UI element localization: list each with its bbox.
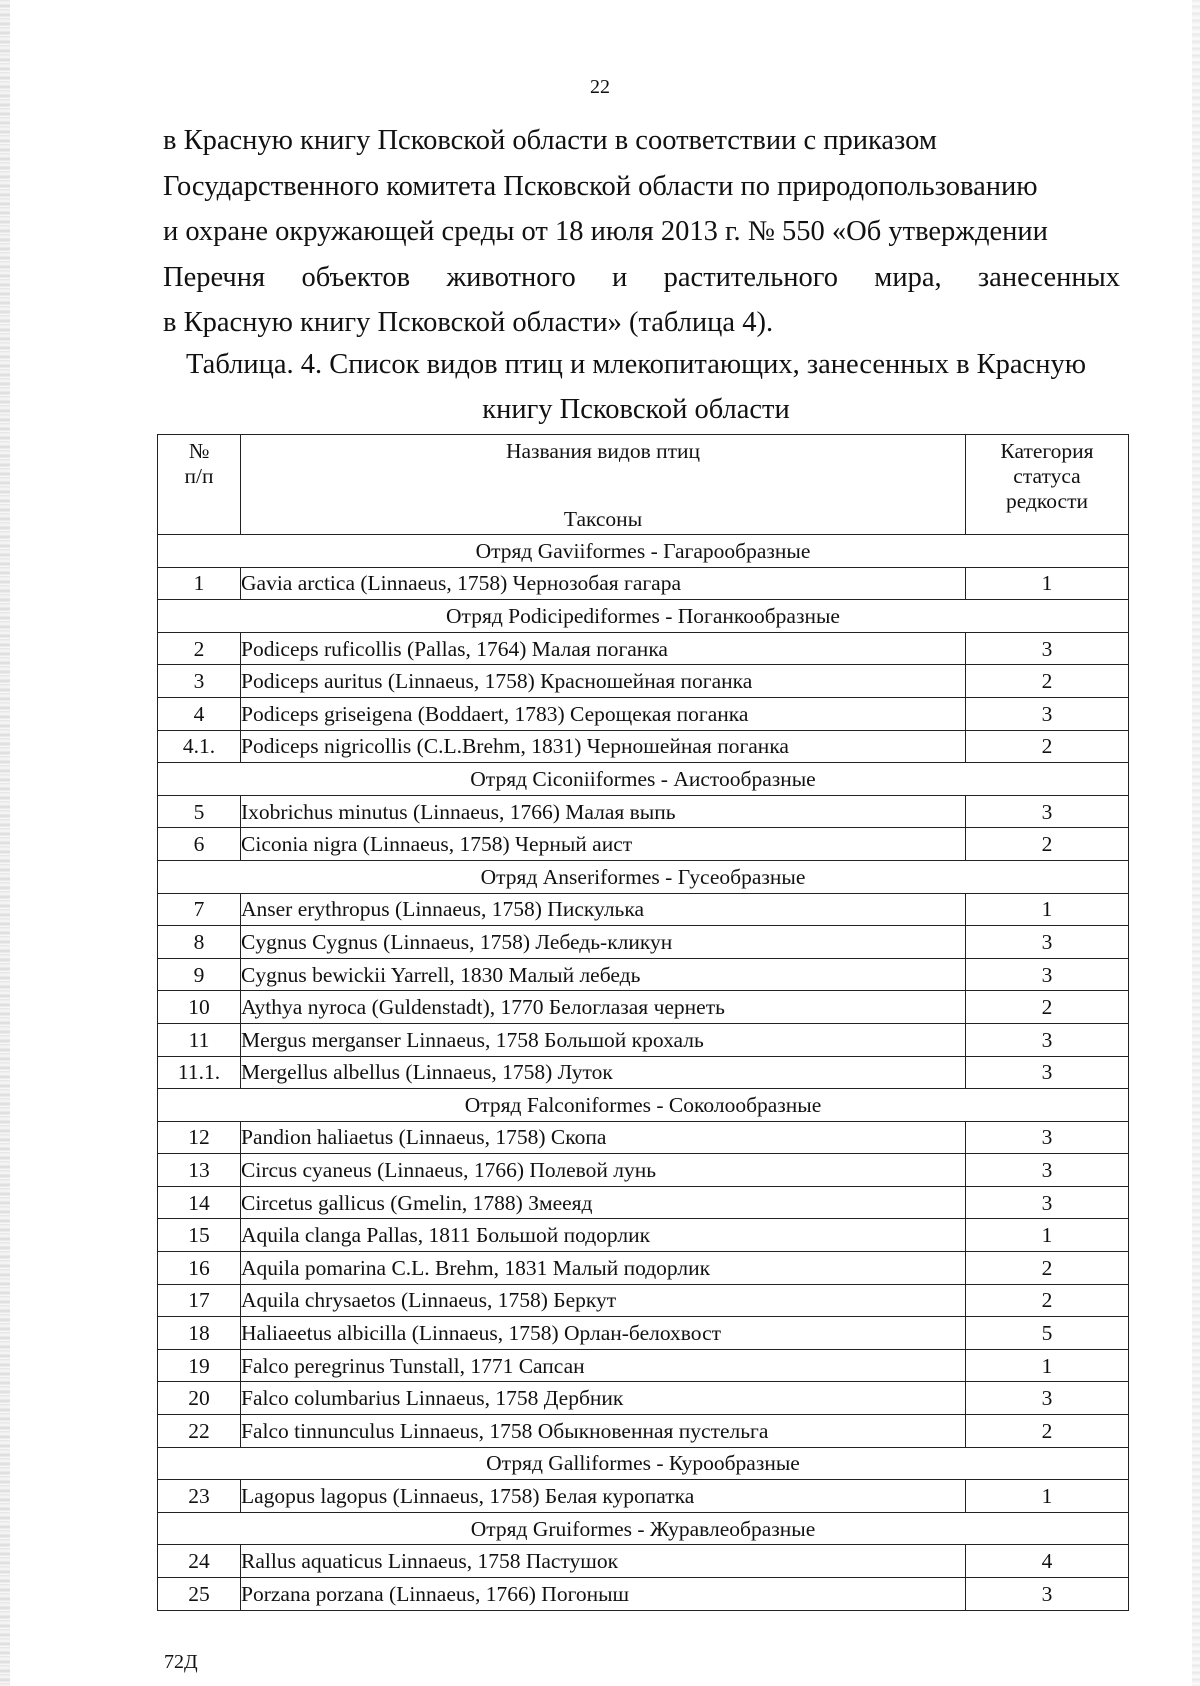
species-name: Mergus merganser Linnaeus, 1758 Большой крохаль [241, 1023, 966, 1056]
row-number: 25 [158, 1578, 241, 1611]
rarity-category: 3 [966, 795, 1129, 828]
table-row [158, 1219, 1129, 1252]
table-row [158, 1317, 1129, 1350]
page-number: 22 [590, 76, 610, 98]
species-name: Anser erythropus (Linnaeus, 1758) Пискулька [241, 893, 966, 926]
species-name: Circetus gallicus (Gmelin, 1788) Змееяд [241, 1186, 966, 1219]
rarity-category: 3 [966, 1023, 1129, 1056]
row-number: 18 [158, 1317, 241, 1350]
row-number: 9 [158, 958, 241, 991]
header-number-symbol: № [188, 439, 210, 463]
row-number: 23 [158, 1480, 241, 1513]
row-number: 6 [158, 828, 241, 861]
rarity-category: 3 [966, 697, 1129, 730]
species-name: Gavia arctica (Linnaeus, 1758) Чернозобая гагара [241, 567, 966, 600]
species-name: Falco peregrinus Tunstall, 1771 Сапсан [241, 1349, 966, 1382]
table-row [158, 1415, 1129, 1448]
row-number: 8 [158, 926, 241, 959]
table-row [158, 926, 1129, 959]
species-name: Circus cyaneus (Linnaeus, 1766) Полевой лунь [241, 1154, 966, 1187]
rarity-category: 1 [966, 1349, 1129, 1382]
species-name: Falco columbarius Linnaeus, 1758 Дербник [241, 1382, 966, 1415]
scan-edge-right [1192, 0, 1200, 1686]
species-name: Aythya nyroca (Guldenstadt), 1770 Белоглазая чернеть [241, 991, 966, 1024]
row-number: 19 [158, 1349, 241, 1382]
table-row [158, 828, 1129, 861]
rarity-category: 1 [966, 1219, 1129, 1252]
row-number: 1 [158, 567, 241, 600]
table-row [158, 1186, 1129, 1219]
rarity-category: 2 [966, 1284, 1129, 1317]
rarity-category: 1 [966, 567, 1129, 600]
table-row [158, 665, 1129, 698]
intro-line: и охране окружающей среды от 18 июля 2013 г. № 550 «Об утверждении [163, 216, 1048, 247]
order-heading-row [158, 1512, 1129, 1545]
row-number: 24 [158, 1545, 241, 1578]
document-code: 72Д [164, 1651, 198, 1673]
scan-edge-left [0, 0, 10, 1686]
table-row [158, 1023, 1129, 1056]
rarity-category: 1 [966, 1480, 1129, 1513]
table-row [158, 1252, 1129, 1285]
table-row [158, 730, 1129, 763]
table-row [158, 1578, 1129, 1611]
header-category-line: статуса [1013, 464, 1081, 488]
species-name: Aquila pomarina C.L. Brehm, 1831 Малый подорлик [241, 1252, 966, 1285]
table-row [158, 1480, 1129, 1513]
order-heading-row [158, 860, 1129, 893]
rarity-category: 3 [966, 632, 1129, 665]
order-heading-row [158, 1089, 1129, 1122]
species-name: Ciconia nigra (Linnaeus, 1758) Черный аист [241, 828, 966, 861]
table-row [158, 697, 1129, 730]
row-number: 20 [158, 1382, 241, 1415]
rarity-category: 3 [966, 1154, 1129, 1187]
row-number: 2 [158, 632, 241, 665]
intro-paragraph [163, 118, 1120, 346]
row-number: 14 [158, 1186, 241, 1219]
table-row [158, 1056, 1129, 1089]
species-name: Podiceps nigricollis (C.L.Brehm, 1831) Черношейная поганка [241, 730, 966, 763]
row-number: 4 [158, 697, 241, 730]
row-number: 22 [158, 1415, 241, 1448]
order-heading: Отряд Gaviiformes - Гагарообразные [158, 535, 1129, 568]
rarity-category: 3 [966, 926, 1129, 959]
header-number-label: п/п [184, 464, 214, 488]
order-heading: Отряд Ciconiiformes - Аистообразные [158, 763, 1129, 796]
table-row [158, 795, 1129, 828]
table-row [158, 1121, 1129, 1154]
header-number [158, 435, 241, 535]
rarity-category: 3 [966, 1121, 1129, 1154]
row-number: 17 [158, 1284, 241, 1317]
species-name: Haliaeetus albicilla (Linnaeus, 1758) Орлан-белохвост [241, 1317, 966, 1350]
header-species-name [241, 435, 966, 535]
species-name: Podiceps auritus (Linnaeus, 1758) Красношейная поганка [241, 665, 966, 698]
header-category-line: редкости [1005, 489, 1089, 513]
table-header-row [158, 435, 1129, 535]
order-heading: Отряд Galliformes - Курообразные [158, 1447, 1129, 1480]
table-row [158, 1154, 1129, 1187]
species-name: Pandion haliaetus (Linnaeus, 1758) Скопа [241, 1121, 966, 1154]
row-number: 10 [158, 991, 241, 1024]
table-row [158, 893, 1129, 926]
header-species-title: Названия видов птиц [505, 439, 701, 463]
row-number: 7 [158, 893, 241, 926]
order-heading-row [158, 600, 1129, 633]
table-row [158, 1545, 1129, 1578]
species-name: Porzana porzana (Linnaeus, 1766) Погоныш [241, 1578, 966, 1611]
row-number: 11.1. [158, 1056, 241, 1089]
row-number: 5 [158, 795, 241, 828]
species-name: Falco tinnunculus Linnaeus, 1758 Обыкновенная пустельга [241, 1415, 966, 1448]
rarity-category: 2 [966, 730, 1129, 763]
rarity-category: 3 [966, 958, 1129, 991]
rarity-category: 3 [966, 1056, 1129, 1089]
intro-line: в Красную книгу Псковской области» (таблица 4). [163, 307, 774, 338]
row-number: 4.1. [158, 730, 241, 763]
row-number: 3 [158, 665, 241, 698]
rarity-category: 3 [966, 1186, 1129, 1219]
order-heading-row [158, 1447, 1129, 1480]
species-name: Ixobrichus minutus (Linnaeus, 1766) Малая выпь [241, 795, 966, 828]
row-number: 11 [158, 1023, 241, 1056]
row-number: 15 [158, 1219, 241, 1252]
rarity-category: 3 [966, 1382, 1129, 1415]
caption-line: Таблица. 4. Список видов птиц и млекопитающих, занесенных в Красную [185, 349, 1087, 380]
species-name: Mergellus albellus (Linnaeus, 1758) Луток [241, 1056, 966, 1089]
species-name: Lagopus lagopus (Linnaeus, 1758) Белая куропатка [241, 1480, 966, 1513]
table-row [158, 1284, 1129, 1317]
table-row [158, 632, 1129, 665]
row-number: 16 [158, 1252, 241, 1285]
header-taxa-label: Таксоны [563, 507, 643, 531]
species-table [157, 434, 1129, 1611]
table-row [158, 991, 1129, 1024]
species-name: Aquila clanga Pallas, 1811 Большой подорлик [241, 1219, 966, 1252]
intro-line: в Красную книгу Псковской области в соответствии с приказом [163, 125, 937, 156]
order-heading: Отряд Anseriformes - Гусеобразные [158, 860, 1129, 893]
species-name: Aquila chrysaetos (Linnaeus, 1758) Беркут [241, 1284, 966, 1317]
rarity-category: 3 [966, 1578, 1129, 1611]
rarity-category: 2 [966, 991, 1129, 1024]
table-row [158, 567, 1129, 600]
order-heading: Отряд Gruiformes - Журавлеобразные [158, 1512, 1129, 1545]
species-name: Podiceps ruficollis (Pallas, 1764) Малая поганка [241, 632, 966, 665]
rarity-category: 2 [966, 828, 1129, 861]
rarity-category: 2 [966, 1415, 1129, 1448]
rarity-category: 4 [966, 1545, 1129, 1578]
table-row [158, 1349, 1129, 1382]
rarity-category: 1 [966, 893, 1129, 926]
order-heading: Отряд Podicipediformes - Поганкообразные [158, 600, 1129, 633]
order-heading: Отряд Falconiformes - Соколообразные [158, 1089, 1129, 1122]
row-number: 13 [158, 1154, 241, 1187]
species-name: Cygnus Cygnus (Linnaeus, 1758) Лебедь-кликун [241, 926, 966, 959]
order-heading-row [158, 535, 1129, 568]
rarity-category: 5 [966, 1317, 1129, 1350]
header-category [966, 435, 1129, 535]
row-number: 12 [158, 1121, 241, 1154]
table-caption [150, 342, 1122, 432]
species-name: Podiceps griseigena (Boddaert, 1783) Серощекая поганка [241, 697, 966, 730]
table-row [158, 1382, 1129, 1415]
table-row [158, 958, 1129, 991]
intro-line: Государственного комитета Псковской области по природопользованию [163, 170, 1038, 202]
species-name: Rallus aquaticus Linnaeus, 1758 Пастушок [241, 1545, 966, 1578]
order-heading-row [158, 763, 1129, 796]
rarity-category: 2 [966, 665, 1129, 698]
rarity-category: 2 [966, 1252, 1129, 1285]
species-name: Cygnus bewickii Yarrell, 1830 Малый лебедь [241, 958, 966, 991]
intro-line: Перечня объектов животного и растительного мира, занесенных [163, 261, 1120, 293]
header-category-line: Категория [1000, 439, 1094, 463]
table-body [158, 535, 1129, 1611]
caption-line: книгу Псковской области [482, 394, 790, 425]
